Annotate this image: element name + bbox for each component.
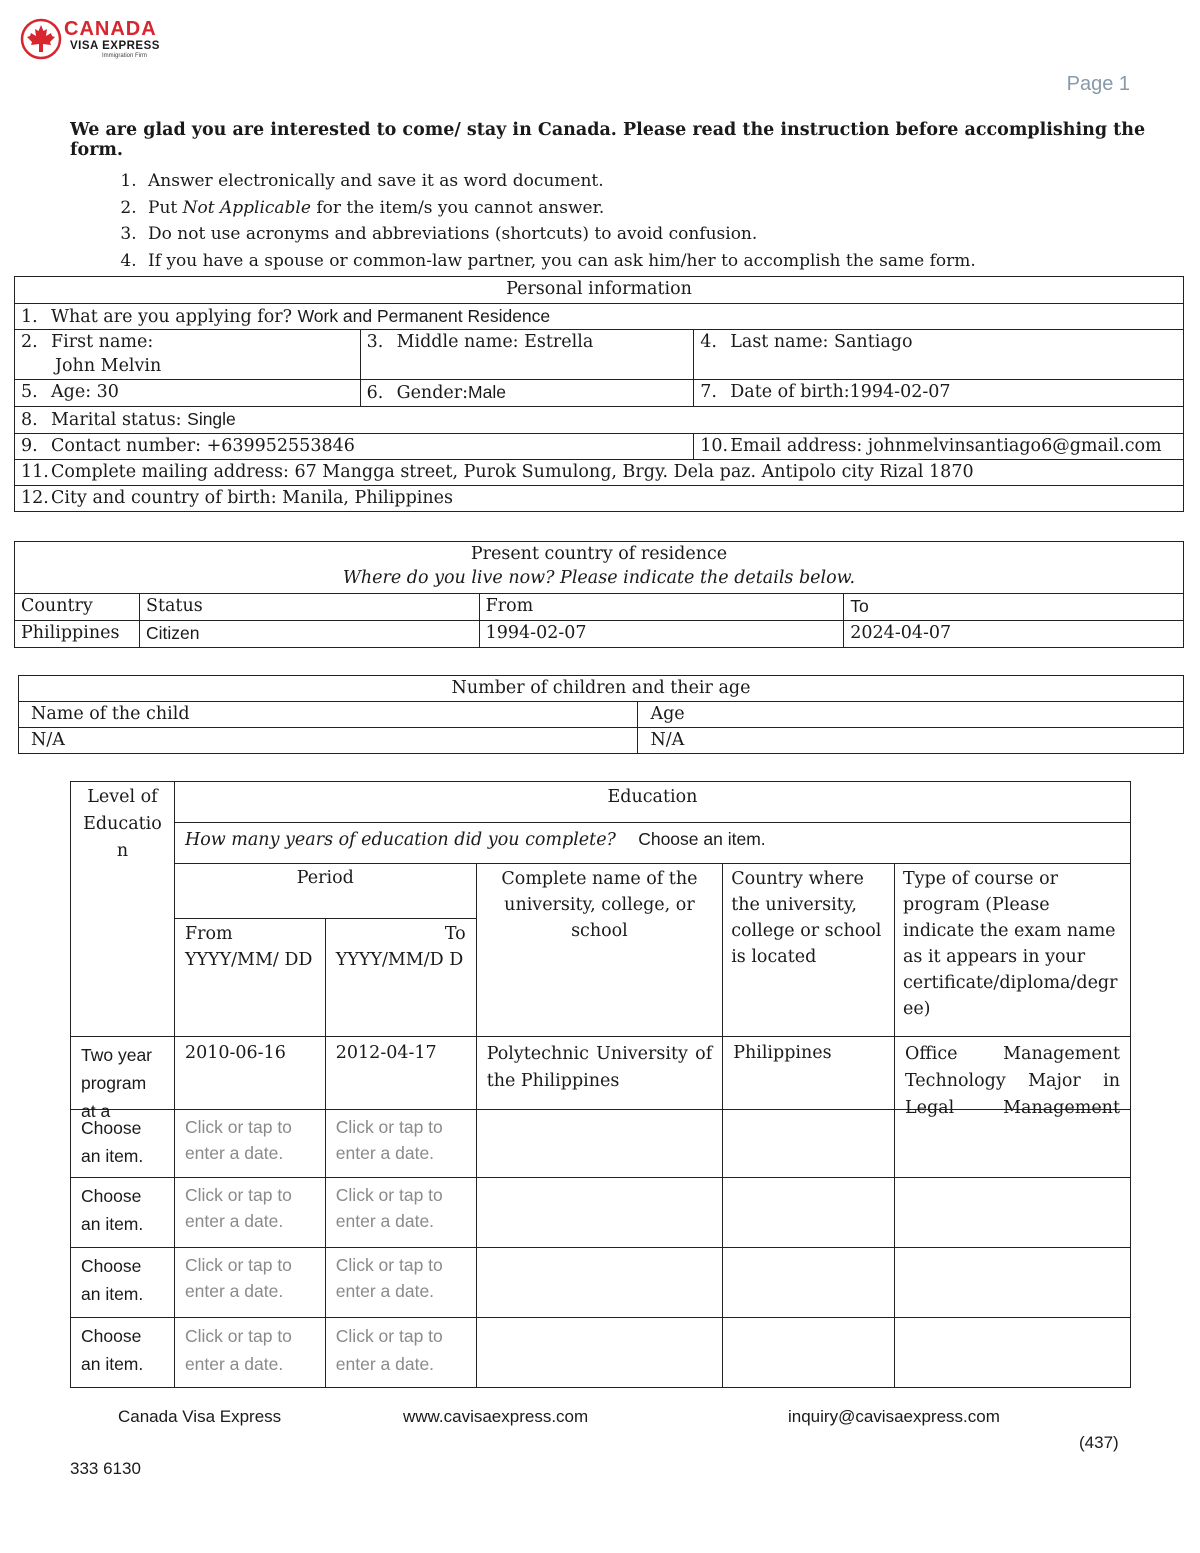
school-cell[interactable] xyxy=(476,1318,723,1388)
residence-to[interactable]: 2024-04-07 xyxy=(844,621,1184,648)
middle-name-field[interactable]: 3. Middle name: Estrella xyxy=(360,330,694,380)
age-field[interactable]: 5. Age: 30 xyxy=(15,380,361,407)
col-course: Type of course or program (Please indicate the exam name as it appears in your certificate/diploma/degr ee) xyxy=(894,864,1130,1037)
footer-email[interactable]: inquiry@cavisaexpress.com xyxy=(788,1407,1000,1426)
col-to: To xyxy=(844,594,1184,621)
personal-info-table xyxy=(14,276,1184,512)
col-period-to: To YYYY/MM/D D xyxy=(325,919,476,1037)
date-of-birth-field[interactable]: 7. Date of birth:1994-02-07 xyxy=(694,380,1184,407)
education-row xyxy=(71,1248,1131,1318)
education-row xyxy=(71,1037,1131,1110)
education-school[interactable]: Polytechnic University of the Philippines xyxy=(476,1037,723,1110)
to-date-picker[interactable]: Click or tap to enter a date. xyxy=(325,1248,476,1318)
country-cell[interactable] xyxy=(723,1110,895,1178)
contact-number-field[interactable]: 9. Contact number: +639952553846 xyxy=(15,434,694,460)
instruction-item: 3. Do not use acronyms and abbreviations (shortcuts) to avoid confusion. xyxy=(142,221,1170,248)
education-level-dropdown[interactable]: Choose an item. xyxy=(71,1178,175,1248)
email-field[interactable]: 10. Email address: johnmelvinsantiago6@gmail.com xyxy=(694,434,1184,460)
children-title: Number of children and their age xyxy=(19,676,1184,702)
education-level-dropdown[interactable]: Choose an item. xyxy=(71,1110,175,1178)
company-logo xyxy=(20,18,180,64)
residence-table xyxy=(14,541,1184,648)
col-status: Status xyxy=(139,594,479,621)
mailing-address-field[interactable]: 11. Complete mailing address: 67 Mangga street, Purok Sumulong, Brgy. Dela paz. Antipolo city Rizal 1870 xyxy=(15,460,1184,486)
marital-status-field[interactable]: 8. Marital status: Single xyxy=(15,407,1184,434)
page-number: Page 1 xyxy=(1066,73,1130,95)
school-cell[interactable] xyxy=(476,1248,723,1318)
col-country: Country xyxy=(15,594,140,621)
col-level-of-education: Level of Educatio n xyxy=(71,782,175,1037)
education-from-date[interactable]: 2010-06-16 xyxy=(174,1037,325,1110)
education-row xyxy=(71,1178,1131,1248)
col-school: Complete name of the university, college, or school xyxy=(476,864,723,1037)
personal-info-title: Personal information xyxy=(15,277,1184,304)
col-country-of-school: Country where the university, college or school is located xyxy=(723,864,895,1037)
col-child-age: Age xyxy=(638,702,1184,728)
residence-from[interactable]: 1994-02-07 xyxy=(479,621,844,648)
footer-company: Canada Visa Express xyxy=(118,1407,282,1426)
maple-leaf-icon xyxy=(20,18,62,60)
course-cell[interactable] xyxy=(894,1248,1130,1318)
to-date-picker[interactable]: Click or tap to enter a date. xyxy=(325,1110,476,1178)
instruction-item: 2. Put Not Applicable for the item/s you cannot answer. xyxy=(142,195,1170,222)
instructions-lead: We are glad you are interested to come/ stay in Canada. Please read the instruction before accomplishing the form. xyxy=(70,120,1146,160)
footer-phone: 333 6130 xyxy=(70,1459,141,1478)
col-from: From xyxy=(479,594,844,621)
from-date-picker[interactable]: Click or tap to enter a date. xyxy=(174,1110,325,1178)
country-cell[interactable] xyxy=(723,1248,895,1318)
logo-tagline: Immigration Firm xyxy=(102,53,148,59)
course-cell[interactable] xyxy=(894,1178,1130,1248)
gender-field[interactable]: 6. Gender:Male xyxy=(360,380,694,407)
school-cell[interactable] xyxy=(476,1178,723,1248)
logo-canada: CANADA xyxy=(64,18,157,40)
education-to-date[interactable]: 2012-04-17 xyxy=(325,1037,476,1110)
from-date-picker[interactable]: Click or tap to enter a date. xyxy=(174,1178,325,1248)
logo-visa-express: VISA EXPRESS xyxy=(70,40,160,52)
from-date-picker[interactable]: Click or tap to enter a date. xyxy=(174,1318,325,1388)
residence-country[interactable]: Philippines xyxy=(15,621,140,648)
education-level-dropdown[interactable]: Choose an item. xyxy=(71,1318,175,1388)
years-dropdown[interactable]: Choose an item. xyxy=(638,829,766,849)
footer-website[interactable]: www.cavisaexpress.com xyxy=(403,1407,589,1426)
birthplace-field[interactable]: 12. City and country of birth: Manila, Philippines xyxy=(15,486,1184,512)
residence-status[interactable]: Citizen xyxy=(139,621,479,648)
instructions xyxy=(70,120,1170,274)
instructions-list xyxy=(70,168,1170,274)
to-date-picker[interactable]: Click or tap to enter a date. xyxy=(325,1318,476,1388)
col-period-from: From YYYY/MM/ DD xyxy=(174,919,325,1037)
instruction-item: 1. Answer electronically and save it as word document. xyxy=(142,168,1170,195)
footer-area-code: (437) xyxy=(1079,1433,1119,1452)
course-cell[interactable] xyxy=(894,1318,1130,1388)
instruction-item: 4. If you have a spouse or common-law partner, you can ask him/her to accomplish the same form. xyxy=(142,248,1170,275)
children-table xyxy=(18,675,1184,754)
education-level[interactable]: Two year program at a xyxy=(71,1037,175,1110)
applying-for-field[interactable]: 1. What are you applying for? Work and Permanent Residence xyxy=(15,304,1184,330)
residence-title: Present country of residence Where do you live now? Please indicate the details below. xyxy=(15,542,1184,594)
to-date-picker[interactable]: Click or tap to enter a date. xyxy=(325,1178,476,1248)
col-child-name: Name of the child xyxy=(19,702,638,728)
first-name-field[interactable]: 2. First name: John Melvin xyxy=(15,330,361,380)
country-cell[interactable] xyxy=(723,1318,895,1388)
child-name[interactable]: N/A xyxy=(19,728,638,754)
education-course[interactable]: Office Management Technology Major in Legal Management xyxy=(894,1037,1130,1110)
education-row xyxy=(71,1318,1131,1388)
education-country[interactable]: Philippines xyxy=(723,1037,895,1110)
country-cell[interactable] xyxy=(723,1178,895,1248)
not-applicable-text: Not Applicable xyxy=(182,197,311,218)
education-title: Education xyxy=(174,782,1130,823)
from-date-picker[interactable]: Click or tap to enter a date. xyxy=(174,1248,325,1318)
education-level-dropdown[interactable]: Choose an item. xyxy=(71,1248,175,1318)
residence-subtitle: Where do you live now? Please indicate the details below. xyxy=(342,568,856,588)
school-cell[interactable] xyxy=(476,1110,723,1178)
child-age[interactable]: N/A xyxy=(638,728,1184,754)
col-period: Period xyxy=(174,864,476,919)
last-name-field[interactable]: 4. Last name: Santiago xyxy=(694,330,1184,380)
education-table xyxy=(70,781,1131,1388)
education-years-field[interactable]: How many years of education did you complete? Choose an item. xyxy=(174,823,1130,864)
